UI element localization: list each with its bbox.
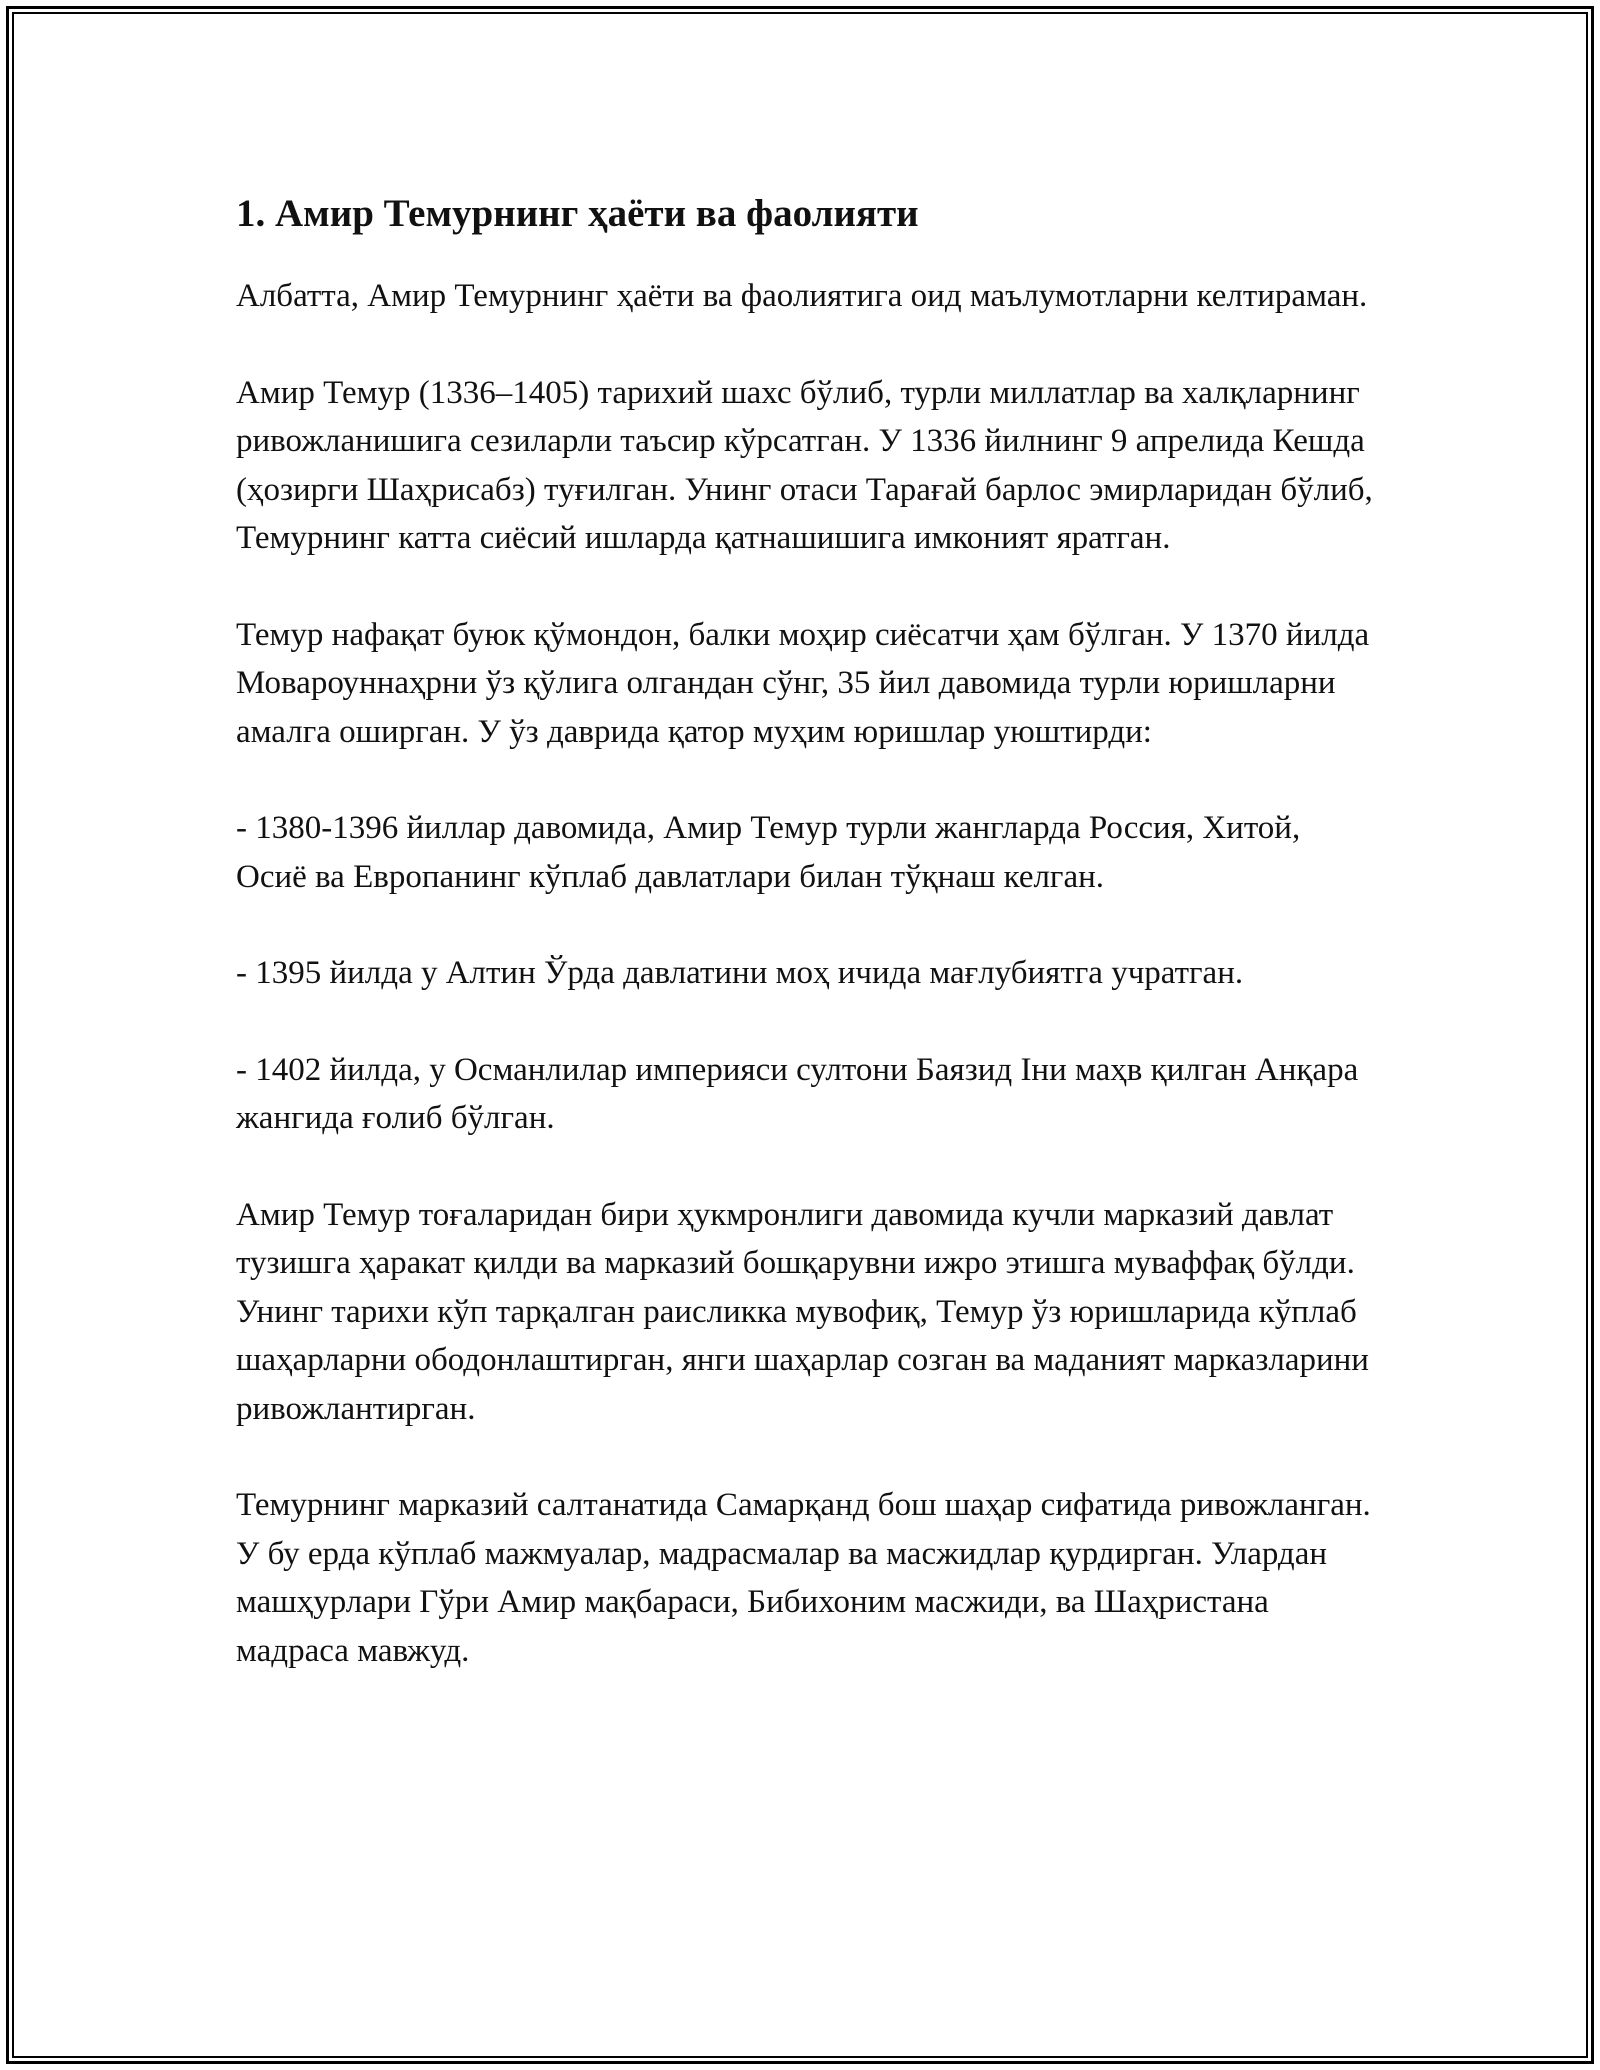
paragraph-commander: Темур нафақат буюк қўмондон, балки моҳир сиёсатчи ҳам бўлган. У 1370 йилда Мовароуннаҳрни ўз қўлига олгандан сўнг, 35 йил давомида турли юришларни амалга оширган. У ўз даврида қатор муҳим юришлар уюштирди: [236,616,1370,750]
section-heading: 1. Амир Темурнинг ҳаёти ва фаолияти [236,192,919,235]
list-item-golden-horde-1395: - 1395 йилда у Алтин Ўрда давлатини моҳ ичида мағлубиятга учратган. [236,955,1244,991]
paragraph-biography: Амир Темур (1336–1405) тарихий шахс бўлиб, турли миллатлар ва халқларнинг ривожланишига сезиларли таъсир кўрсатган. У 1336 йилнинг 9 апрелида Кешда (ҳозирги Шаҳрисабз) туғилган. Унинг отаси Тарағай барлос эмирларидан бўлиб, Темурнинг катта сиёсий ишларда қатнашишига имконият яратган. [236,374,1373,556]
list-item-campaigns-1380: - 1380-1396 йиллар давомида, Амир Темур турли жангларда Россия, Хитой, Осиё ва Европанинг кўплаб давлатлари билан тўқнаш келган. [236,810,1301,895]
list-item-ankara-1402: - 1402 йилда, у Османлилар империяси султони Баязид Іни маҳв қилган Анқара жангида ғолиб бўлган. [236,1051,1359,1136]
document-body [236,186,1376,1723]
paragraph-intro: Албатта, Амир Темурнинг ҳаёти ва фаолиятига оид маълумотларни келтираман. [236,278,1368,314]
paragraph-state-building: Амир Темур тоғаларидан бири ҳукмронлиги давомида кучли марказий давлат тузишга ҳаракат қилди ва марказий бошқарувни ижро этишга муваффақ бўлди. Унинг тарихи кўп тарқалган раисликка мувофиқ, Темур ўз юришларида кўплаб шаҳарларни ободонлаштирган, янги шаҳарлар созган ва маданият марказларини ривожлантирган. [236,1196,1369,1427]
paragraph-samarkand: Темурнинг марказий салтанатида Самарқанд бош шаҳар сифатида ривожланган. У бу ерда кўплаб мажмуалар, мадрасмалар ва масжидлар қурдирган. Улардан машҳурлари Гўри Амир мақбараси, Бибихоним масжиди, ва Шаҳристана мадраса мавжуд. [236,1487,1371,1669]
